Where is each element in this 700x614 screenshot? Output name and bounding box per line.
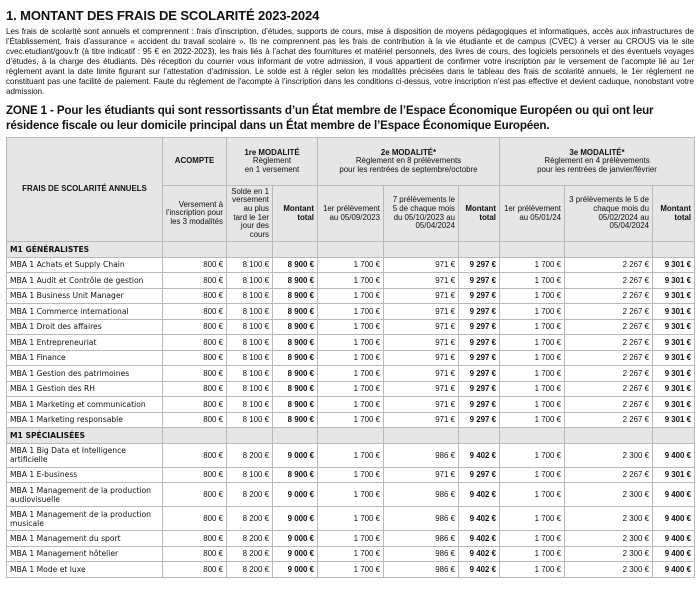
cell-m3-prelevements: 2 267 € (565, 366, 653, 382)
header-m3-trois-prelevements: 3 prélèvements le 5 de chaque mois du 05/02/2024 au 05/04/2024 (565, 186, 653, 242)
cell-m3-premier-prelevement: 1 700 € (500, 381, 565, 397)
cell-solde: 8 200 € (227, 531, 273, 547)
cell-total-modalite-3: 9 301 € (653, 467, 695, 483)
category-filler (384, 428, 459, 444)
table-row (7, 304, 695, 320)
cell-m2-prelevements: 971 € (384, 304, 459, 320)
program-name: MBA 1 Audit et Contrôle de gestion (7, 273, 163, 289)
category-filler (565, 428, 653, 444)
cell-m2-premier-prelevement: 1 700 € (318, 507, 384, 531)
cell-m3-premier-prelevement: 1 700 € (500, 507, 565, 531)
cell-m2-prelevements: 971 € (384, 397, 459, 413)
cell-m2-prelevements: 986 € (384, 562, 459, 578)
header-acompte: ACOMPTE (163, 138, 227, 186)
program-name: MBA 1 Gestion des patrimoines (7, 366, 163, 382)
cell-m2-premier-prelevement: 1 700 € (318, 546, 384, 562)
cell-solde: 8 100 € (227, 273, 273, 289)
cell-m3-prelevements: 2 267 € (565, 412, 653, 428)
cell-total-modalite-2: 9 297 € (459, 366, 500, 382)
cell-m3-premier-prelevement: 1 700 € (500, 546, 565, 562)
cell-total-modalite-3: 9 301 € (653, 381, 695, 397)
cell-solde: 8 100 € (227, 381, 273, 397)
cell-total-modalite-1: 8 900 € (273, 304, 318, 320)
cell-acompte: 800 € (163, 335, 227, 351)
cell-m2-prelevements: 971 € (384, 350, 459, 366)
cell-m2-premier-prelevement: 1 700 € (318, 257, 384, 273)
program-name: MBA 1 E-business (7, 467, 163, 483)
cell-solde: 8 100 € (227, 397, 273, 413)
cell-m2-prelevements: 971 € (384, 257, 459, 273)
program-name: MBA 1 Management de la production audiovisuelle (7, 483, 163, 507)
cell-acompte: 800 € (163, 443, 227, 467)
intro-paragraph: Les frais de scolarité sont annuels et comprennent : frais d’inscription, d’études, supports de cours, mise à disposition de moyens pédagogiques et informatiques, accès aux infrastructures de l’Établissement, frais d’assurance « accident du travail scolaire ». Ils ne comprennent pas les frais de contribution à la vie étudiante et de campus (CVEC) à verser au CROUS via le site cvec.etudiant/gouv.fr (à titre indicatif : 95 € en 2022-2023), les frais liés à l’achat des fournitures et matériel personnels, des livres de cours, des logiciels personnels et des éventuels voyages d’études, à la charge des étudiants. Dès réception du courrier vous informant de votre admission, il vous appartient de confirmer votre inscription par le versement de l’acompte lié au 1er règlement avant la date limite figurant sur l’attestation d’admission. Le solde est à régler selon les modalités précisées dans le tableau des frais de scolarité annuels, le 1er règlement ne constituant pas une facilité de paiement. Faute du règlement de l’acompte à l’inscription dans les conditions ci-dessus, votre inscription n’est pas effective et devient caduque, nonobstant votre admission. (6, 27, 694, 96)
modalite-2-title: 2e MODALITÉ* (380, 147, 437, 157)
cell-m2-premier-prelevement: 1 700 € (318, 335, 384, 351)
modalite-1-title: 1re MODALITÉ (244, 147, 300, 157)
cell-total-modalite-2: 9 297 € (459, 335, 500, 351)
cell-m2-prelevements: 971 € (384, 412, 459, 428)
category-filler (565, 242, 653, 258)
cell-acompte: 800 € (163, 531, 227, 547)
category-filler (163, 428, 227, 444)
header-solde: Solde en 1 versement au plus tard le 1er jour des cours (227, 186, 273, 242)
cell-acompte: 800 € (163, 273, 227, 289)
category-label: M1 SPÉCIALISÉES (7, 428, 163, 444)
category-row (7, 428, 695, 444)
program-name: MBA 1 Achats et Supply Chain (7, 257, 163, 273)
cell-acompte: 800 € (163, 397, 227, 413)
cell-m3-premier-prelevement: 1 700 € (500, 412, 565, 428)
header-modalite-3 (500, 138, 695, 186)
cell-total-modalite-1: 8 900 € (273, 350, 318, 366)
header-modalite-2 (318, 138, 500, 186)
cell-total-modalite-2: 9 297 € (459, 257, 500, 273)
cell-m3-prelevements: 2 267 € (565, 288, 653, 304)
cell-m2-premier-prelevement: 1 700 € (318, 443, 384, 467)
cell-m2-premier-prelevement: 1 700 € (318, 531, 384, 547)
cell-total-modalite-3: 9 301 € (653, 288, 695, 304)
cell-solde: 8 100 € (227, 257, 273, 273)
program-name: MBA 1 Marketing et communication (7, 397, 163, 413)
cell-total-modalite-1: 9 000 € (273, 562, 318, 578)
cell-solde: 8 100 € (227, 304, 273, 320)
cell-m3-premier-prelevement: 1 700 € (500, 273, 565, 289)
cell-m3-prelevements: 2 267 € (565, 381, 653, 397)
cell-total-modalite-2: 9 297 € (459, 273, 500, 289)
cell-solde: 8 100 € (227, 412, 273, 428)
table-row (7, 366, 695, 382)
cell-m3-prelevements: 2 300 € (565, 507, 653, 531)
cell-solde: 8 100 € (227, 467, 273, 483)
category-filler (227, 428, 273, 444)
header-modalite-1 (227, 138, 318, 186)
cell-solde: 8 100 € (227, 319, 273, 335)
cell-m3-premier-prelevement: 1 700 € (500, 397, 565, 413)
program-name: MBA 1 Gestion des RH (7, 381, 163, 397)
table-row (7, 397, 695, 413)
cell-acompte: 800 € (163, 288, 227, 304)
program-name: MBA 1 Entrepreneuriat (7, 335, 163, 351)
cell-total-modalite-3: 9 400 € (653, 546, 695, 562)
table-row (7, 381, 695, 397)
program-name: MBA 1 Commerce international (7, 304, 163, 320)
cell-m3-prelevements: 2 300 € (565, 531, 653, 547)
cell-total-modalite-2: 9 402 € (459, 483, 500, 507)
header-m2-sept-prelevements: 7 prélèvements le 5 de chaque mois du 05/10/2023 au 05/04/2024 (384, 186, 459, 242)
cell-m3-prelevements: 2 267 € (565, 467, 653, 483)
cell-m3-premier-prelevement: 1 700 € (500, 483, 565, 507)
section-title: 1. MONTANT DES FRAIS DE SCOLARITÉ 2023-2024 (6, 8, 320, 23)
cell-total-modalite-3: 9 400 € (653, 531, 695, 547)
cell-m2-prelevements: 971 € (384, 381, 459, 397)
cell-total-modalite-3: 9 301 € (653, 257, 695, 273)
program-name: MBA 1 Finance (7, 350, 163, 366)
cell-m2-prelevements: 986 € (384, 483, 459, 507)
cell-total-modalite-2: 9 297 € (459, 412, 500, 428)
cell-m2-premier-prelevement: 1 700 € (318, 397, 384, 413)
cell-total-modalite-2: 9 297 € (459, 467, 500, 483)
category-filler (318, 242, 384, 258)
cell-m2-prelevements: 986 € (384, 546, 459, 562)
cell-m3-prelevements: 2 300 € (565, 562, 653, 578)
cell-total-modalite-1: 8 900 € (273, 467, 318, 483)
cell-m3-premier-prelevement: 1 700 € (500, 531, 565, 547)
cell-m2-premier-prelevement: 1 700 € (318, 304, 384, 320)
cell-total-modalite-2: 9 402 € (459, 443, 500, 467)
cell-m3-prelevements: 2 267 € (565, 397, 653, 413)
cell-m2-prelevements: 971 € (384, 366, 459, 382)
cell-solde: 8 200 € (227, 546, 273, 562)
cell-m2-prelevements: 986 € (384, 507, 459, 531)
table-row (7, 412, 695, 428)
cell-acompte: 800 € (163, 257, 227, 273)
cell-m3-prelevements: 2 267 € (565, 257, 653, 273)
cell-m3-premier-prelevement: 1 700 € (500, 350, 565, 366)
cell-acompte: 800 € (163, 350, 227, 366)
table-row (7, 257, 695, 273)
cell-m2-premier-prelevement: 1 700 € (318, 562, 384, 578)
cell-m3-premier-prelevement: 1 700 € (500, 467, 565, 483)
cell-m2-premier-prelevement: 1 700 € (318, 288, 384, 304)
category-filler (459, 242, 500, 258)
program-name: MBA 1 Marketing responsable (7, 412, 163, 428)
program-name: MBA 1 Big Data et Intelligence artificielle (7, 443, 163, 467)
cell-solde: 8 100 € (227, 335, 273, 351)
modalite-2-line1: Règlement en 8 prélèvements (355, 156, 462, 166)
cell-total-modalite-1: 9 000 € (273, 483, 318, 507)
cell-acompte: 800 € (163, 483, 227, 507)
category-filler (273, 242, 318, 258)
cell-total-modalite-2: 9 297 € (459, 288, 500, 304)
cell-total-modalite-3: 9 400 € (653, 483, 695, 507)
cell-total-modalite-2: 9 297 € (459, 350, 500, 366)
program-name: MBA 1 Business Unit Manager (7, 288, 163, 304)
table-row (7, 288, 695, 304)
table-row (7, 507, 695, 531)
modalite-3-line1: Règlement en 4 prélèvements (544, 156, 650, 166)
cell-total-modalite-1: 8 900 € (273, 366, 318, 382)
cell-m2-prelevements: 986 € (384, 531, 459, 547)
table-row (7, 531, 695, 547)
cell-total-modalite-3: 9 301 € (653, 397, 695, 413)
cell-total-modalite-3: 9 400 € (653, 443, 695, 467)
cell-m2-premier-prelevement: 1 700 € (318, 381, 384, 397)
program-name: MBA 1 Mode et luxe (7, 562, 163, 578)
cell-solde: 8 200 € (227, 443, 273, 467)
table-row (7, 335, 695, 351)
header-frais-annuels: FRAIS DE SCOLARITÉ ANNUELS (7, 138, 163, 242)
cell-acompte: 800 € (163, 304, 227, 320)
cell-m2-prelevements: 971 € (384, 467, 459, 483)
cell-m3-prelevements: 2 300 € (565, 483, 653, 507)
cell-solde: 8 100 € (227, 350, 273, 366)
cell-total-modalite-1: 8 900 € (273, 335, 318, 351)
cell-m2-prelevements: 986 € (384, 443, 459, 467)
table-row (7, 467, 695, 483)
cell-solde: 8 200 € (227, 507, 273, 531)
cell-m2-prelevements: 971 € (384, 319, 459, 335)
cell-acompte: 800 € (163, 467, 227, 483)
cell-total-modalite-3: 9 400 € (653, 507, 695, 531)
category-filler (459, 428, 500, 444)
cell-acompte: 800 € (163, 412, 227, 428)
cell-total-modalite-1: 8 900 € (273, 412, 318, 428)
cell-total-modalite-3: 9 301 € (653, 335, 695, 351)
cell-m3-prelevements: 2 300 € (565, 443, 653, 467)
cell-acompte: 800 € (163, 562, 227, 578)
category-filler (227, 242, 273, 258)
cell-acompte: 800 € (163, 381, 227, 397)
cell-m3-prelevements: 2 267 € (565, 319, 653, 335)
cell-m3-premier-prelevement: 1 700 € (500, 335, 565, 351)
header-montant-total-1: Montant total (273, 186, 318, 242)
cell-total-modalite-3: 9 301 € (653, 304, 695, 320)
cell-solde: 8 100 € (227, 366, 273, 382)
cell-m3-prelevements: 2 267 € (565, 304, 653, 320)
header-versement-inscription: Versement à l’inscription pour les 3 modalités (163, 186, 227, 242)
cell-total-modalite-1: 9 000 € (273, 531, 318, 547)
cell-m2-prelevements: 971 € (384, 273, 459, 289)
header-montant-total-3: Montant total (653, 186, 695, 242)
cell-total-modalite-1: 8 900 € (273, 257, 318, 273)
modalite-2-line2: pour les rentrées de septembre/octobre (339, 164, 478, 174)
category-filler (653, 242, 695, 258)
category-row (7, 242, 695, 258)
table-row (7, 319, 695, 335)
cell-total-modalite-2: 9 402 € (459, 531, 500, 547)
modalite-3-line2: pour les rentrées de janvier/février (537, 164, 657, 174)
cell-total-modalite-2: 9 297 € (459, 304, 500, 320)
category-filler (500, 428, 565, 444)
category-filler (653, 428, 695, 444)
cell-total-modalite-3: 9 301 € (653, 412, 695, 428)
cell-total-modalite-2: 9 297 € (459, 319, 500, 335)
cell-total-modalite-3: 9 301 € (653, 366, 695, 382)
program-name: MBA 1 Management de la production musicale (7, 507, 163, 531)
cell-m2-premier-prelevement: 1 700 € (318, 350, 384, 366)
program-name: MBA 1 Management du sport (7, 531, 163, 547)
cell-m3-premier-prelevement: 1 700 € (500, 257, 565, 273)
cell-total-modalite-2: 9 297 € (459, 381, 500, 397)
modalite-3-title: 3e MODALITÉ* (569, 147, 625, 157)
cell-total-modalite-3: 9 400 € (653, 562, 695, 578)
cell-m2-prelevements: 971 € (384, 288, 459, 304)
cell-m3-premier-prelevement: 1 700 € (500, 366, 565, 382)
cell-total-modalite-2: 9 402 € (459, 562, 500, 578)
cell-total-modalite-2: 9 297 € (459, 397, 500, 413)
category-label: M1 GÉNÉRALISTES (7, 242, 163, 258)
cell-m2-prelevements: 971 € (384, 335, 459, 351)
table-row (7, 562, 695, 578)
category-filler (318, 428, 384, 444)
header-m2-premier-prelevement: 1er prélèvement au 05/09/2023 (318, 186, 384, 242)
cell-total-modalite-1: 8 900 € (273, 397, 318, 413)
category-filler (163, 242, 227, 258)
fees-table-body (7, 242, 695, 578)
category-filler (384, 242, 459, 258)
cell-m2-premier-prelevement: 1 700 € (318, 467, 384, 483)
cell-m3-premier-prelevement: 1 700 € (500, 319, 565, 335)
cell-acompte: 800 € (163, 366, 227, 382)
table-row (7, 483, 695, 507)
modalite-1-line1: Règlement (252, 156, 292, 166)
fees-table (6, 137, 695, 578)
cell-total-modalite-1: 8 900 € (273, 288, 318, 304)
table-row (7, 350, 695, 366)
cell-m3-prelevements: 2 267 € (565, 350, 653, 366)
cell-m3-prelevements: 2 300 € (565, 546, 653, 562)
cell-m2-premier-prelevement: 1 700 € (318, 273, 384, 289)
cell-solde: 8 200 € (227, 483, 273, 507)
cell-m3-prelevements: 2 267 € (565, 335, 653, 351)
cell-total-modalite-1: 8 900 € (273, 381, 318, 397)
cell-acompte: 800 € (163, 507, 227, 531)
cell-m2-premier-prelevement: 1 700 € (318, 319, 384, 335)
table-row (7, 546, 695, 562)
cell-solde: 8 100 € (227, 288, 273, 304)
cell-m3-premier-prelevement: 1 700 € (500, 304, 565, 320)
table-row (7, 273, 695, 289)
cell-total-modalite-1: 8 900 € (273, 319, 318, 335)
header-m3-premier-prelevement: 1er prélèvement au 05/01/24 (500, 186, 565, 242)
cell-m2-premier-prelevement: 1 700 € (318, 483, 384, 507)
program-name: MBA 1 Management hôtelier (7, 546, 163, 562)
header-row-modalites (7, 138, 695, 186)
cell-total-modalite-1: 9 000 € (273, 546, 318, 562)
cell-total-modalite-1: 8 900 € (273, 273, 318, 289)
cell-m3-premier-prelevement: 1 700 € (500, 443, 565, 467)
cell-total-modalite-2: 9 402 € (459, 507, 500, 531)
cell-acompte: 800 € (163, 319, 227, 335)
cell-total-modalite-1: 9 000 € (273, 443, 318, 467)
cell-acompte: 800 € (163, 546, 227, 562)
cell-m2-premier-prelevement: 1 700 € (318, 366, 384, 382)
cell-m2-premier-prelevement: 1 700 € (318, 412, 384, 428)
cell-m3-premier-prelevement: 1 700 € (500, 562, 565, 578)
cell-total-modalite-3: 9 301 € (653, 350, 695, 366)
header-montant-total-2: Montant total (459, 186, 500, 242)
cell-m3-prelevements: 2 267 € (565, 273, 653, 289)
cell-total-modalite-2: 9 402 € (459, 546, 500, 562)
program-name: MBA 1 Droit des affaires (7, 319, 163, 335)
cell-total-modalite-3: 9 301 € (653, 319, 695, 335)
modalite-1-line2: en 1 versement (244, 164, 300, 174)
zone-heading: ZONE 1 - Pour les étudiants qui sont ressortissants d’un État membre de l’Espace Économique Européen ou qui ont leur résidence fiscale ou leur domicile principal dans un État membre de l’Espace Économique Européen. (6, 104, 654, 132)
cell-solde: 8 200 € (227, 562, 273, 578)
category-filler (500, 242, 565, 258)
table-row (7, 443, 695, 467)
cell-total-modalite-3: 9 301 € (653, 273, 695, 289)
cell-m3-premier-prelevement: 1 700 € (500, 288, 565, 304)
cell-total-modalite-1: 9 000 € (273, 507, 318, 531)
category-filler (273, 428, 318, 444)
